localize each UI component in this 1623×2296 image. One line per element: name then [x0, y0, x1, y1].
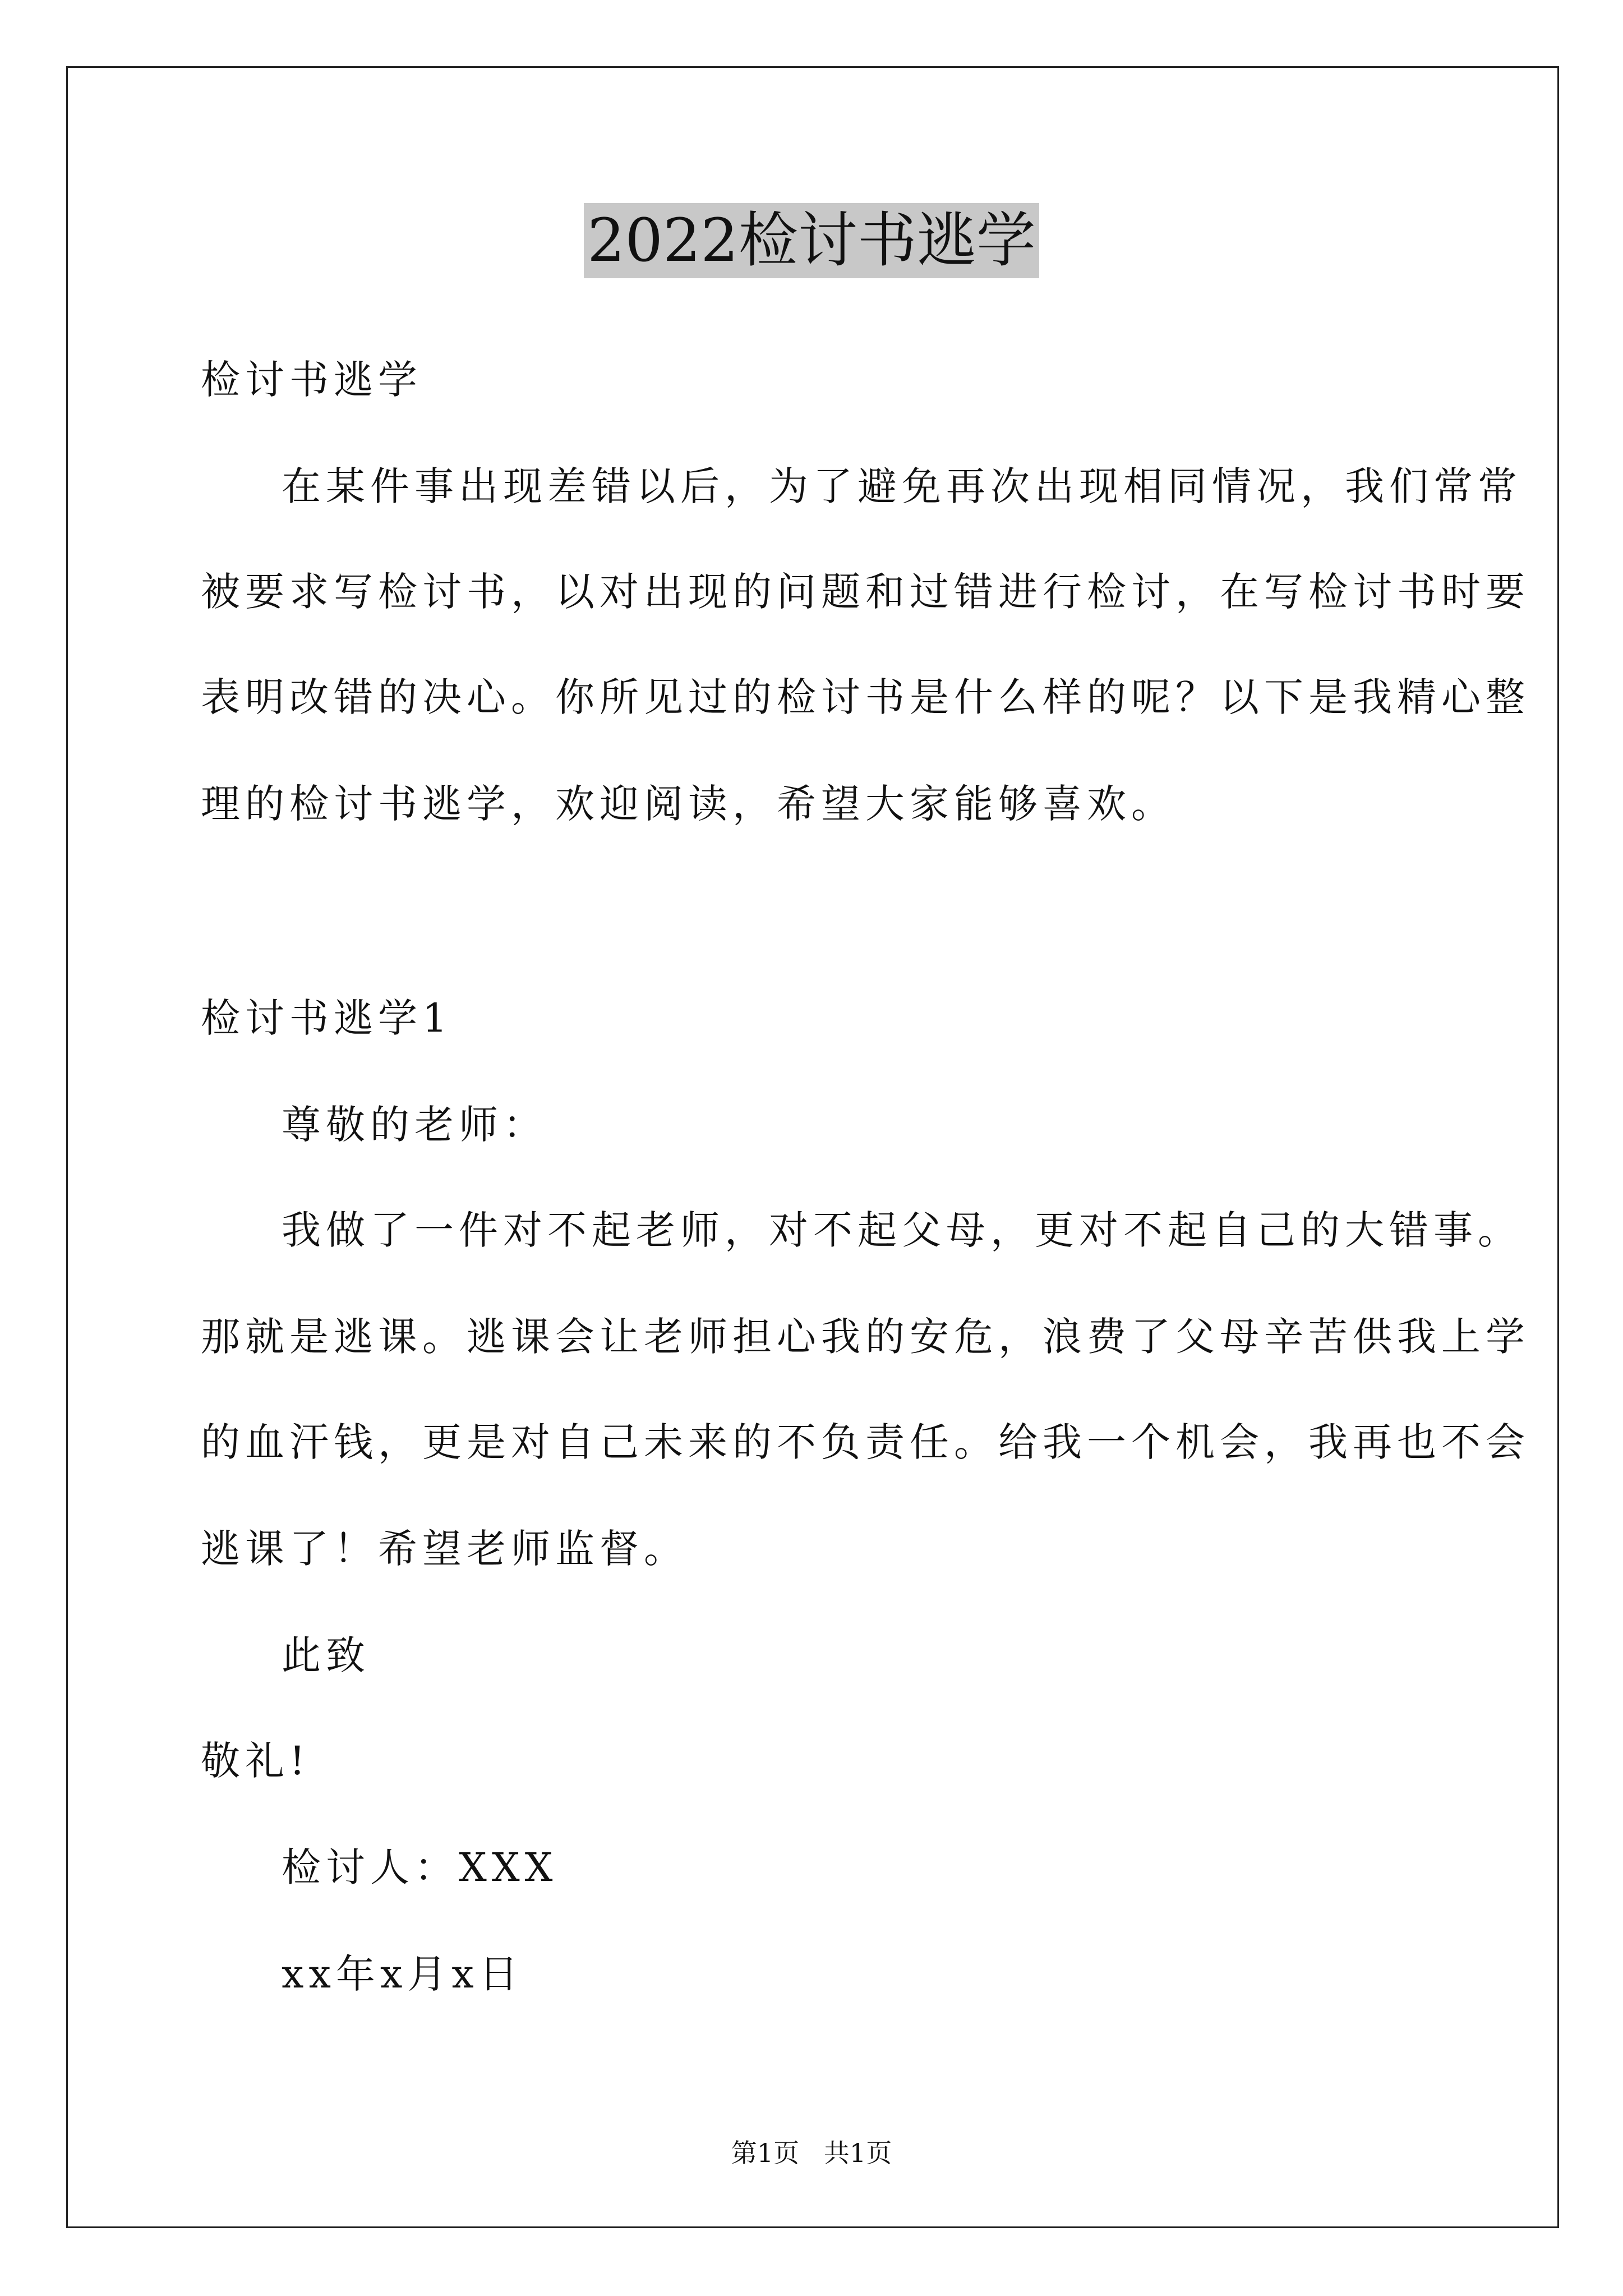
intro-line-2: 被要求写检讨书，以对出现的问题和过错进行检讨，在写检讨书时要: [201, 569, 1530, 615]
body-line-1: 我做了一件对不起老师，对不起父母，更对不起自己的大错事。: [282, 1207, 1522, 1253]
date: xx年x月x日: [282, 1951, 523, 1997]
salutation: 尊敬的老师：: [282, 1102, 547, 1148]
intro-line-3: 表明改错的决心。你所见过的检讨书是什么样的呢？以下是我精心整: [201, 674, 1530, 720]
closing-line-2: 敬礼!: [201, 1738, 311, 1784]
body-line-3: 的血汗钱，更是对自己未来的不负责任。给我一个机会，我再也不会: [201, 1419, 1530, 1465]
intro-line-4: 理的检讨书逃学，欢迎阅读，希望大家能够喜欢。: [201, 781, 1175, 827]
title-container: [0, 203, 1623, 278]
closing-line-1: 此致: [282, 1632, 370, 1678]
subtitle: 检讨书逃学: [201, 357, 422, 403]
body-line-4: 逃课了！希望老师监督。: [201, 1526, 688, 1572]
intro-line-1: 在某件事出现差错以后，为了避免再次出现相同情况，我们常常: [282, 463, 1522, 509]
document-title: 2022检讨书逃学: [584, 203, 1039, 278]
section-title: 检讨书逃学1: [201, 995, 453, 1041]
signature: 检讨人：XXX: [282, 1844, 558, 1890]
body-line-2: 那就是逃课。逃课会让老师担心我的安危，浪费了父母辛苦供我上学: [201, 1314, 1530, 1360]
page-footer: 第1页 共1页: [731, 2138, 892, 2168]
